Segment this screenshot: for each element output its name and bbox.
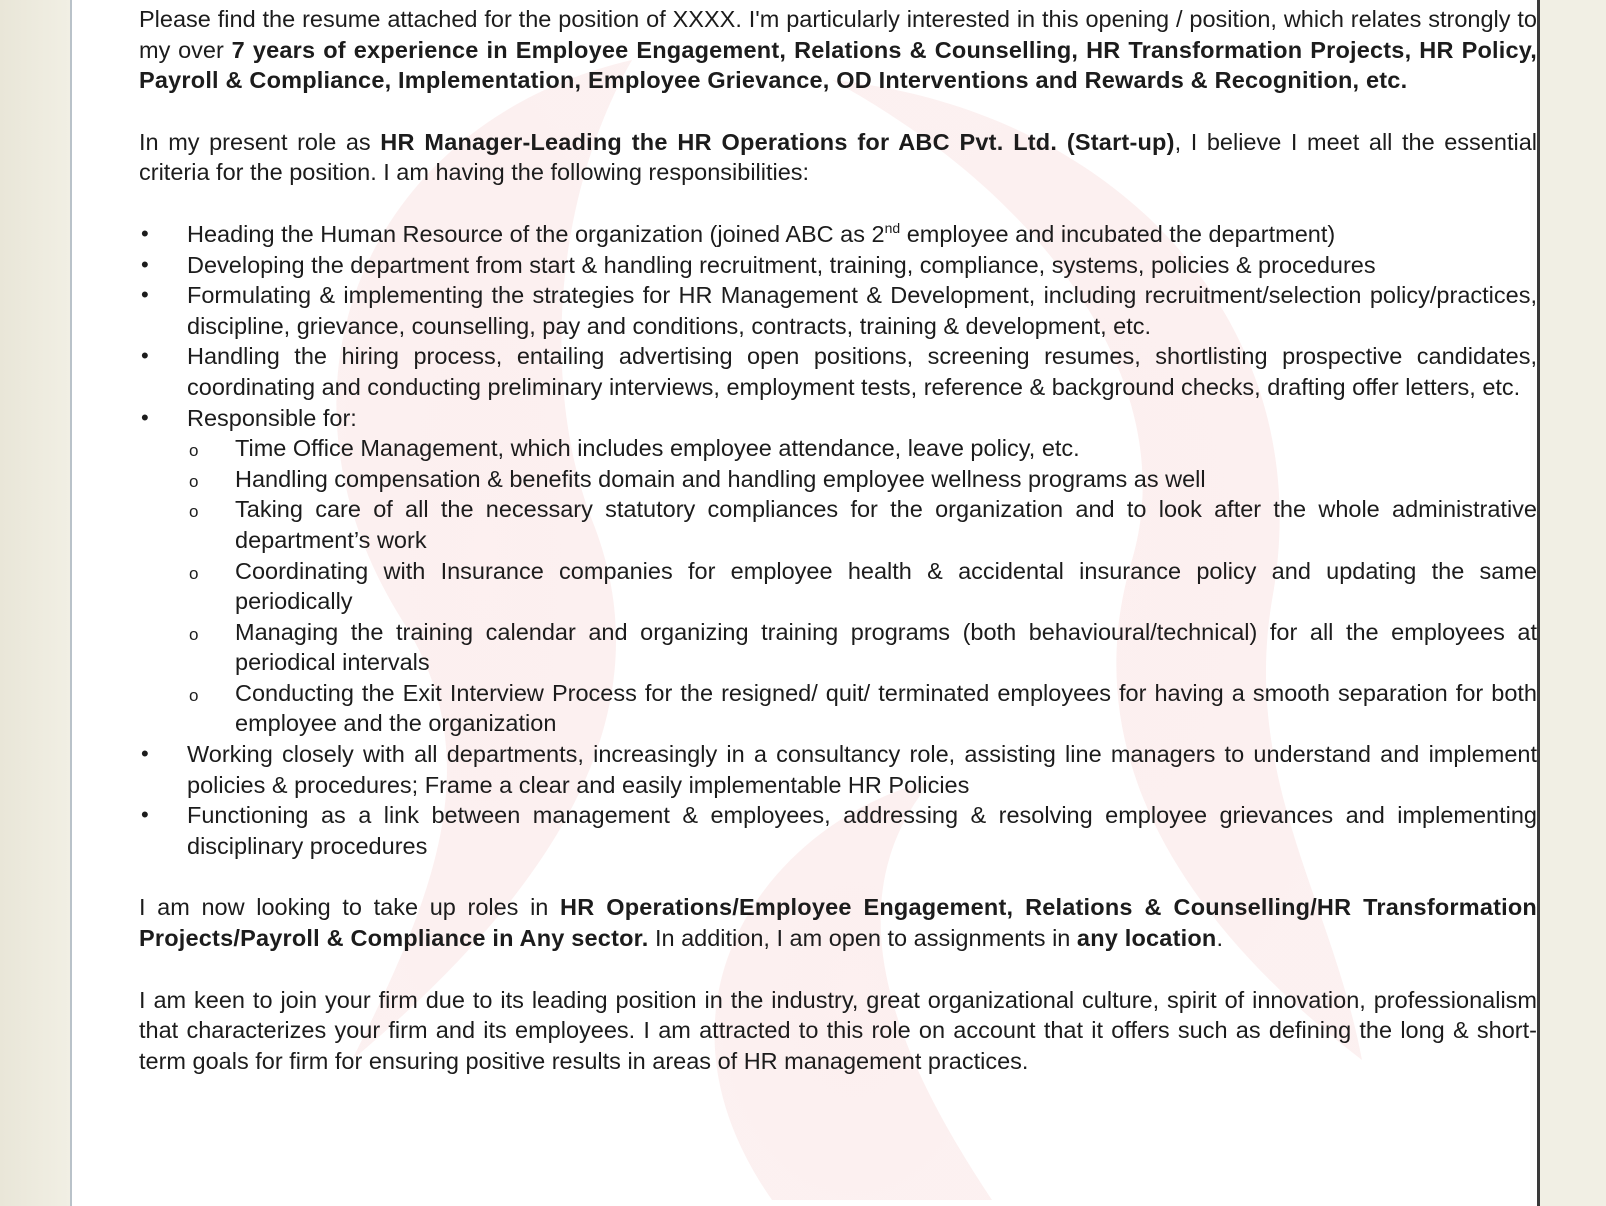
looking-middle: In addition, I am open to assignments in <box>648 925 1077 952</box>
list-item <box>139 219 1537 250</box>
list-item: • Functioning as a link between management & employees, addressing & resolving employee grievances and implementing disciplinary procedures <box>139 800 1537 861</box>
list-item: • Working closely with all departments, increasingly in a consultancy role, assisting line managers to understand and implement policies & procedures; Frame a clear and easily implementable HR Policies <box>139 739 1537 800</box>
sub-list-item: o Taking care of all the necessary statutory compliances for the organization and to look after the whole administrative department’s work <box>187 494 1537 555</box>
list-item: • Formulating & implementing the strategies for HR Management & Development, including recruitment/selection policy/practices, discipline, grievance, counselling, pay and conditions, contracts, training & development, etc. <box>139 280 1537 341</box>
sub-list-item: o Conducting the Exit Interview Process for the resigned/ quit/ terminated employees for having a smooth separation for both employee and the organization <box>187 678 1537 739</box>
intro-lead: Please find the resume attached for the position of XXXX. I'm particularly interested in this opening / position, which relates strongly to my over <box>139 6 1537 63</box>
list-item <box>139 403 1537 740</box>
heading-text: Heading the Human Resource of the organization (joined ABC as 2 <box>187 220 885 247</box>
sub-list-item: o Managing the training calendar and organizing training programs (both behavioural/technical) for all the employees at periodical intervals <box>187 617 1537 678</box>
ordinal-suffix: nd <box>884 220 901 237</box>
left-margin <box>0 0 72 1206</box>
sub-list-item: o Coordinating with Insurance companies for employee health & accidental insurance policy and updating the same periodically <box>187 556 1537 617</box>
list-item: • Developing the department from start & handling recruitment, training, compliance, systems, policies & procedures <box>139 250 1537 281</box>
role-title: HR Manager-Leading the HR Operations for ABC Pvt. Ltd. (Start-up) <box>380 128 1175 155</box>
role-tail: , I believe I meet all the essential criteria for the position. I am having the following responsibilities: <box>139 128 1537 186</box>
intro-experience: 7 years of experience in Employee Engagement, Relations & Counselling, HR Transformation Projects, HR Policy, Payroll & Compliance, Implementation, Employee Grievance, OD Interventions and Rewards & Recognition, etc. <box>139 36 1537 94</box>
cover-letter-body <box>139 4 1537 1076</box>
looking-lead: I am now looking to take up roles in <box>139 894 561 921</box>
right-margin <box>1537 0 1606 1206</box>
looking-roles: HR Operations/Employee Engagement, Relations & Counselling/HR Transformation Projects/Payroll & Compliance in Any sector. <box>139 894 1537 952</box>
sub-list-item: o Time Office Management, which includes employee attendance, leave policy, etc. <box>187 433 1537 464</box>
looking-paragraph <box>139 892 1537 953</box>
role-paragraph <box>139 127 1537 188</box>
responsibilities-list <box>139 219 1537 861</box>
sub-list-item: o Handling compensation & benefits domain and handling employee wellness programs as well <box>187 464 1537 495</box>
responsible-for-label: Responsible for: <box>187 404 357 431</box>
keen-paragraph: I am keen to join your firm due to its leading position in the industry, great organizational culture, spirit of innovation, professionalism that characterizes your firm and its employees. I am attracted to this role on account that it offers such as defining the long & short-term goals for firm for ensuring positive results in areas of HR management practices. <box>139 986 1537 1074</box>
sub-responsibilities-list <box>187 433 1537 739</box>
intro-paragraph <box>139 4 1537 96</box>
document-page <box>72 0 1537 1206</box>
list-item: • Handling the hiring process, entailing advertising open positions, screening resumes, shortlisting prospective candidates, coordinating and conducting preliminary interviews, employment tests, reference & background checks, drafting offer letters, etc. <box>139 341 1537 402</box>
looking-tail: . <box>1216 925 1223 952</box>
heading-text-end: employee and incubated the department) <box>900 220 1336 247</box>
looking-location: any location <box>1076 925 1217 952</box>
role-lead: In my present role as <box>139 128 381 155</box>
